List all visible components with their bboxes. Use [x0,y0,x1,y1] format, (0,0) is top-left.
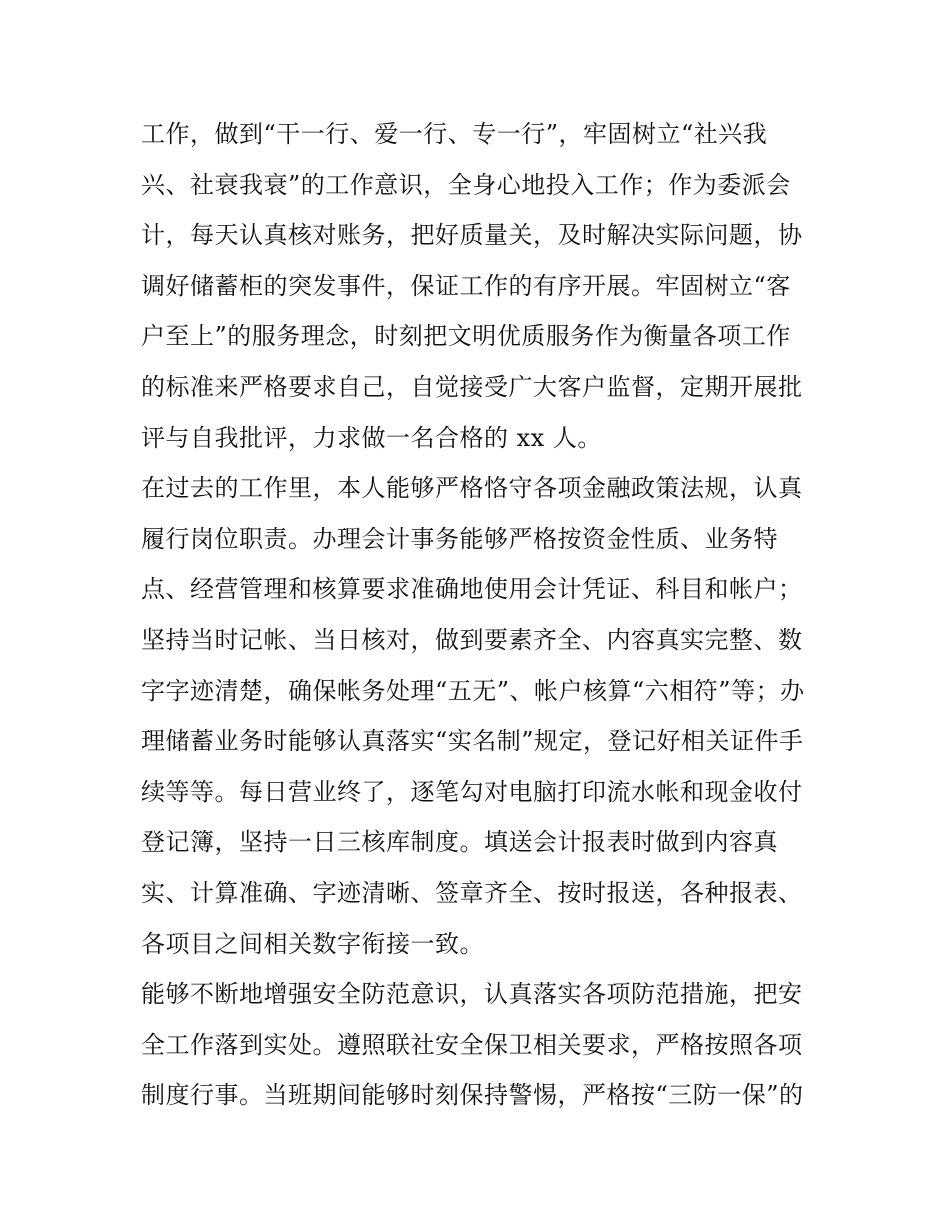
text-line: 的标准来严格要求自己，自觉接受广大客户监督，定期开展批 [141,372,803,401]
text-line: 评与自我批评，力求做一名合格的 xx 人。 [141,423,602,452]
text-line: 履行岗位职责。办理会计事务能够严格按资金性质、业务特 [141,524,778,553]
text-line: 兴、社衰我衰”的工作意识，全身心地投入工作；作为委派会 [141,170,791,199]
text-line: 工作，做到“干一行、爱一行、专一行”，牢固树立“社兴我 [141,120,768,148]
text-line: 户至上”的服务理念，时刻把文明优质服务作为衡量各项工作 [141,322,791,351]
text-line: 登记簿，坚持一日三核库制度。填送会计报表时做到内容真 [141,828,778,857]
text-line: 字字迹清楚，确保帐务处理“五无”、帐户核算“六相符”等；办 [141,676,805,705]
paragraph-work-attitude [141,109,821,463]
text-line: 实、计算准确、字迹清晰、签章齐全、按时报送，各种报表、 [141,878,803,907]
body-text [141,109,821,1121]
text-line: 能够不断地增强安全防范意识，认真落实各项防范措施，把安 [141,980,803,1009]
text-line: 各项目之间相关数字衔接一致。 [141,929,484,958]
text-line: 调好储蓄柜的突发事件，保证工作的有序开展。牢固树立“客 [141,271,791,300]
text-line: 制度行事。当班期间能够时刻保持警惕，严格按“三防一保”的 [141,1081,804,1110]
text-line: 全工作落到实处。遵照联社安全保卫相关要求，严格按照各项 [141,1030,803,1059]
text-line: 理储蓄业务时能够认真落实“实名制”规定，登记好相关证件手 [141,727,804,756]
text-line: 点、经营管理和核算要求准确地使用会计凭证、科目和帐户； [141,575,803,604]
paragraph-job-duties [141,463,821,969]
text-line: 在过去的工作里，本人能够严格恪守各项金融政策法规，认真 [141,474,803,503]
text-line: 计，每天认真核对账务，把好质量关，及时解决实际问题，协 [141,221,803,250]
text-line: 续等等。每日营业终了，逐笔勾对电脑打印流水帐和现金收付 [141,777,803,806]
text-line: 坚持当时记帐、当日核对，做到要素齐全、内容真实完整、数 [141,625,803,654]
paragraph-security [141,969,821,1121]
